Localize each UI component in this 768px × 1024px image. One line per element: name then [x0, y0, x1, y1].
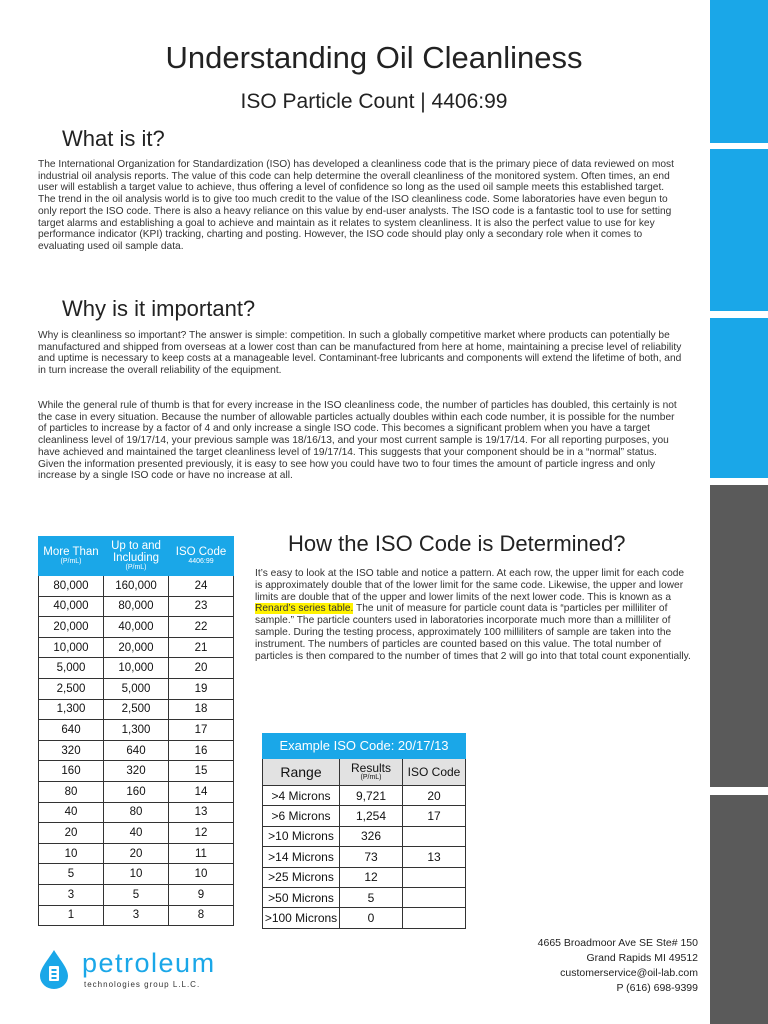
more-than-cell: 80,000: [39, 576, 104, 597]
page-subtitle: ISO Particle Count | 4406:99: [240, 90, 508, 113]
more-than-cell: 20: [39, 823, 104, 844]
example-header-row: [263, 759, 466, 786]
renards-series-highlight: Renard’s series table.: [255, 603, 354, 615]
iso-table-row: [39, 576, 234, 597]
results-cell: 1,254: [340, 806, 403, 826]
address-street: 4665 Broadmoor Ave SE Ste# 150: [537, 937, 698, 949]
up-to-cell: 1,300: [104, 720, 169, 741]
up-to-cell: 5,000: [104, 678, 169, 699]
range-cell: >50 Microns: [263, 887, 340, 907]
header-up-to-unit: (P/mL): [125, 564, 147, 571]
iso-table-row: [39, 678, 234, 699]
iso-code-cell: 13: [169, 802, 234, 823]
header-iso-code-standard: 4406:99: [188, 558, 214, 565]
range-cell: >4 Microns: [263, 786, 340, 806]
iso-code-cell: 12: [169, 823, 234, 844]
up-to-cell: 80,000: [104, 596, 169, 617]
iso-code-cell: 15: [169, 761, 234, 782]
iso-table-row: [39, 823, 234, 844]
range-cell: >100 Microns: [263, 908, 340, 928]
results-cell: 0: [340, 908, 403, 928]
up-to-cell: 20: [104, 843, 169, 864]
howto-paragraph: [255, 568, 691, 662]
address-phone: P (616) 698-9399: [616, 982, 698, 994]
example-iso-cell: [403, 826, 466, 846]
results-cell: 12: [340, 867, 403, 887]
iso-table-row: [39, 864, 234, 885]
howto-heading: How the ISO Code is Determined?: [288, 531, 626, 556]
example-iso-table: [262, 733, 466, 929]
iso-code-cell: 24: [169, 576, 234, 597]
more-than-cell: 5: [39, 864, 104, 885]
side-bar-segment-3: [710, 318, 768, 478]
example-table-row: [263, 806, 466, 826]
up-to-cell: 10: [104, 864, 169, 885]
iso-table-row: [39, 781, 234, 802]
more-than-cell: 2,500: [39, 678, 104, 699]
example-iso-cell: [403, 867, 466, 887]
more-than-cell: 1,300: [39, 699, 104, 720]
company-address: [538, 936, 698, 996]
page-title: Understanding Oil Cleanliness: [165, 40, 583, 75]
iso-table-row: [39, 637, 234, 658]
iso-code-table: [38, 536, 234, 926]
more-than-cell: 10,000: [39, 637, 104, 658]
iso-table-row: [39, 740, 234, 761]
iso-code-cell: 8: [169, 905, 234, 926]
iso-table-row: [39, 658, 234, 679]
howto-text-after: The unit of measure for particle count data is “particles per milliliter of sample.” The particle counters used in laboratories incorporate much more than a milliliter of sample. During the testing process, approximately 100 milliliters of sample are taken into the instrument. The numbers of particles are counted based on this value. The total number of particles is then compared to the number of times that 2 will go into that total count exponentially.: [255, 603, 691, 662]
example-iso-cell: [403, 908, 466, 928]
header-more-than: [39, 537, 104, 576]
example-table-row: [263, 908, 466, 928]
iso-code-cell: 14: [169, 781, 234, 802]
header-results: [340, 759, 403, 786]
header-more-than-label: More Than: [43, 546, 99, 558]
iso-code-cell: 9: [169, 884, 234, 905]
example-iso-cell: 20: [403, 786, 466, 806]
example-iso-cell: [403, 887, 466, 907]
iso-code-cell: 16: [169, 740, 234, 761]
iso-code-cell: 17: [169, 720, 234, 741]
header-results-label: Results: [350, 761, 391, 775]
side-bar-segment-4: [710, 485, 768, 787]
up-to-cell: 40: [104, 823, 169, 844]
up-to-cell: 160,000: [104, 576, 169, 597]
iso-table-row: [39, 802, 234, 823]
results-cell: 73: [340, 847, 403, 867]
more-than-cell: 320: [39, 740, 104, 761]
range-cell: >14 Microns: [263, 847, 340, 867]
logo-tagline: technologies group L.L.C.: [84, 980, 201, 989]
example-table-row: [263, 826, 466, 846]
up-to-cell: 10,000: [104, 658, 169, 679]
iso-table-header-row: [39, 537, 234, 576]
example-iso-cell: 17: [403, 806, 466, 826]
iso-code-cell: 23: [169, 596, 234, 617]
results-cell: 9,721: [340, 786, 403, 806]
side-bar-segment-2: [710, 149, 768, 311]
more-than-cell: 40,000: [39, 596, 104, 617]
howto-text-before: It’s easy to look at the ISO table and notice a pattern. At each row, the upper limit for each code is approximately double that of the lower limit for the same code. Likewise, the upper and lower limits are double that of the upper and lower limits of the next lower code. This is known as a: [255, 568, 685, 603]
more-than-cell: 5,000: [39, 658, 104, 679]
up-to-cell: 40,000: [104, 617, 169, 638]
more-than-cell: 40: [39, 802, 104, 823]
what-heading: What is it?: [62, 126, 165, 151]
oil-drop-icon: [34, 948, 74, 990]
header-up-to-label: Up to and Including: [111, 540, 161, 564]
range-cell: >10 Microns: [263, 826, 340, 846]
iso-table-row: [39, 905, 234, 926]
iso-table-row: [39, 596, 234, 617]
more-than-cell: 10: [39, 843, 104, 864]
header-range: Range: [263, 759, 340, 786]
results-cell: 5: [340, 887, 403, 907]
example-caption-row: [263, 734, 466, 759]
iso-table-row: [39, 843, 234, 864]
example-caption: Example ISO Code: 20/17/13: [263, 734, 466, 759]
up-to-cell: 640: [104, 740, 169, 761]
example-table-row: [263, 786, 466, 806]
iso-code-cell: 11: [169, 843, 234, 864]
header-iso-code: [169, 537, 234, 576]
up-to-cell: 20,000: [104, 637, 169, 658]
range-cell: >25 Microns: [263, 867, 340, 887]
logo-wordmark: petroleum: [82, 948, 216, 978]
iso-table-body: [39, 576, 234, 926]
up-to-cell: 3: [104, 905, 169, 926]
iso-code-cell: 19: [169, 678, 234, 699]
header-example-iso-code: ISO Code: [403, 759, 466, 786]
iso-table-row: [39, 720, 234, 741]
more-than-cell: 3: [39, 884, 104, 905]
results-cell: 326: [340, 826, 403, 846]
iso-code-cell: 20: [169, 658, 234, 679]
what-paragraph: The International Organization for Standardization (ISO) has developed a cleanliness code that is the primary piece of data reviewed on most industrial oil analysis reports. The value of this code can help determine the overall cleanliness of the monitored system. Often times, an end user will establish a target value to achieve, thus offering a level of confidence so long as the used oil sample meets this established target. The trend in the oil analysis world is to give too much credit to the value of the ISO cleanliness code. Some laboratories have even begun to only report the ISO code. There is also a heavy reliance on this value by end-user analysts. The ISO code is a fantastic tool to use for setting target alarms and establishing a goal to achieve and maintain as it relates to system cleanliness. It is also the perfect value to use for key performance indicator (KPI) tracking, charting and posting. However, the ISO code should play only a secondary role when it comes to evaluating used oil sample data.: [38, 159, 674, 252]
up-to-cell: 80: [104, 802, 169, 823]
example-table-row: [263, 867, 466, 887]
petroleum-logo: [34, 948, 216, 995]
why-heading: Why is it important?: [62, 296, 256, 321]
up-to-cell: 5: [104, 884, 169, 905]
header-results-unit: (P/mL): [360, 774, 382, 781]
example-table-row: [263, 887, 466, 907]
iso-table-row: [39, 761, 234, 782]
iso-code-cell: 22: [169, 617, 234, 638]
up-to-cell: 2,500: [104, 699, 169, 720]
more-than-cell: 160: [39, 761, 104, 782]
iso-code-cell: 18: [169, 699, 234, 720]
more-than-cell: 1: [39, 905, 104, 926]
more-than-cell: 20,000: [39, 617, 104, 638]
range-cell: >6 Microns: [263, 806, 340, 826]
iso-code-cell: 10: [169, 864, 234, 885]
example-iso-cell: 13: [403, 847, 466, 867]
up-to-cell: 320: [104, 761, 169, 782]
up-to-cell: 160: [104, 781, 169, 802]
more-than-cell: 640: [39, 720, 104, 741]
address-email: customerservice@oil-lab.com: [560, 967, 698, 979]
iso-table-row: [39, 884, 234, 905]
header-iso-code-label: ISO Code: [175, 546, 227, 558]
why-paragraph-1: Why is cleanliness so important? The answer is simple: competition. In such a globally competitive market where products can potentially be manufactured and shipped from overseas at a lower cost than can be manufactured from here at home, maintaining a precise level of reliability and uptime is necessary to keep costs at a manageable level. Contaminant-free lubricants and components will extend the lifetime of both, and in turn increase the overall reliability of the equipment.: [38, 330, 682, 377]
address-city: Grand Rapids MI 49512: [586, 952, 698, 964]
example-table-body: [263, 786, 466, 929]
iso-table-row: [39, 699, 234, 720]
iso-table-row: [39, 617, 234, 638]
header-up-to: [104, 537, 169, 576]
side-bar-segment-5: [710, 795, 768, 1024]
iso-code-cell: 21: [169, 637, 234, 658]
more-than-cell: 80: [39, 781, 104, 802]
example-table-row: [263, 847, 466, 867]
why-paragraph-2: While the general rule of thumb is that for every increase in the ISO cleanliness code, the number of particles has doubled, this certainly is not the case in every situation. Because the number of allowable particles actually doubles within each code number, it is possible for the number of particles to increase by a factor of 4 and only increase a single ISO code. This becomes a significant problem when you have a target cleanliness level of 19/17/14, your previous sample was 18/16/13, and your most current sample is 19/17/14. For all reporting purposes, you have achieved and maintained the target cleanliness level of 19/17/14. This suggests that your component should be in a “normal” status. Given the information presented previously, it is easy to see how you could have two to four times the amount of particle ingress and only increase by a single ISO code or have no increase at all.: [38, 400, 677, 482]
side-color-bar: [710, 0, 768, 1024]
header-more-than-unit: (P/mL): [60, 558, 82, 565]
